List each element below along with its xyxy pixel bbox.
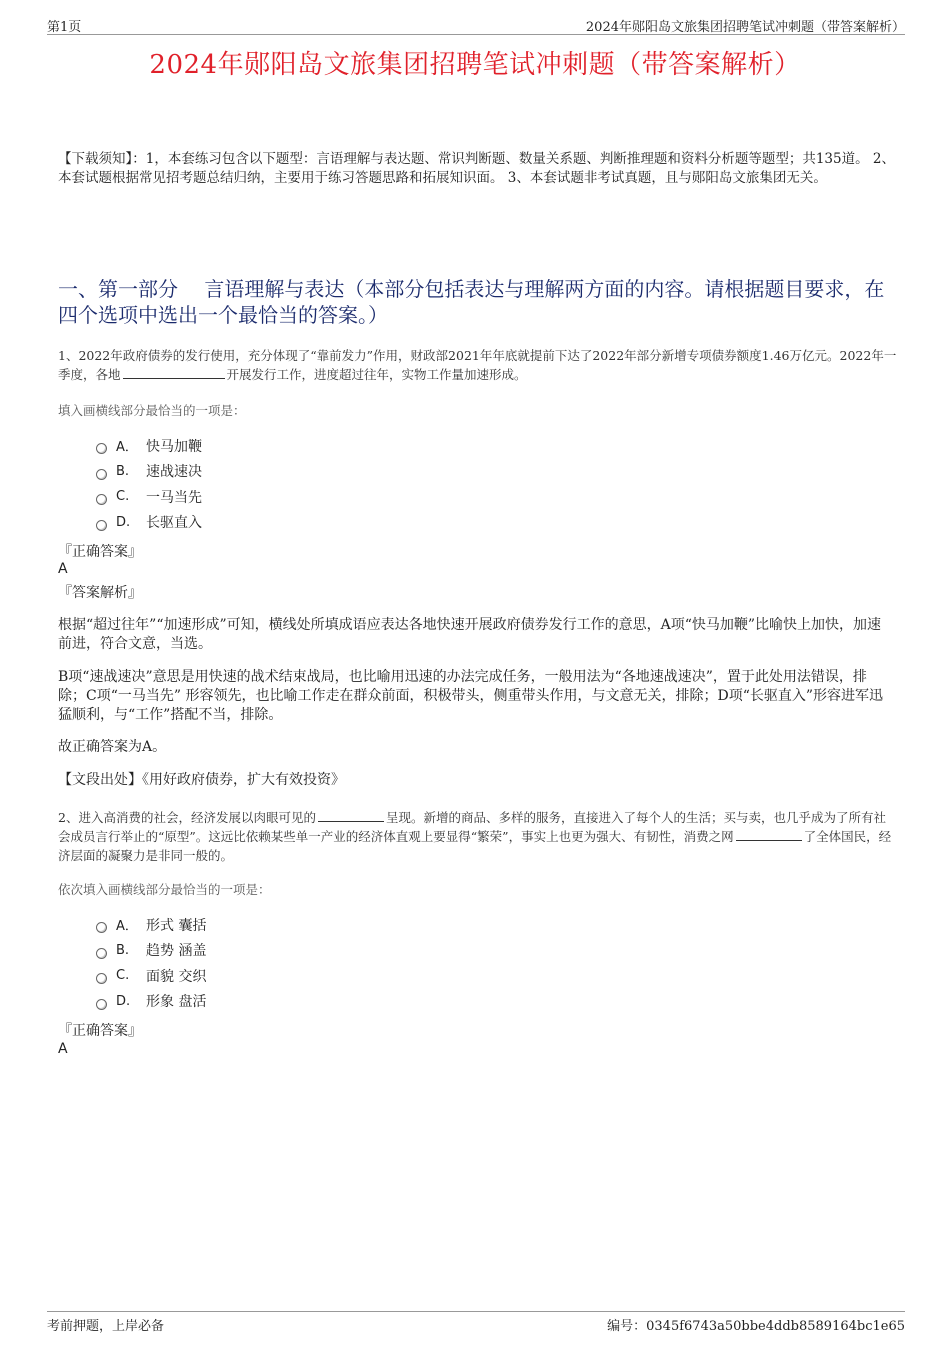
option-b[interactable]: B. 速战速决	[96, 459, 202, 485]
radio-icon[interactable]	[96, 948, 107, 959]
option-text: 速战速决	[146, 464, 202, 481]
page-footer	[47, 1311, 905, 1334]
text-source: 【文段出处】《用好政府债券，扩大有效投资》	[58, 772, 345, 788]
page-header	[47, 14, 905, 35]
option-text: 面貌 交织	[146, 968, 207, 985]
analysis-label: 『答案解析』	[58, 585, 142, 601]
question-1-text-b: 开展发行工作，进度超过往年，实物工作量加速形成。	[226, 367, 527, 382]
option-text: 长驱直入	[146, 515, 202, 532]
option-c[interactable]: C. 面貌 交织	[96, 963, 206, 989]
analysis-conclusion: 故正确答案为A。	[58, 739, 167, 755]
option-text: 快马加鞭	[146, 438, 202, 455]
question-1-text-a: 1、2022年政府债券的发行使用，充分体现了“靠前发力”作用，财政部2021年年底就提前下达了2022年部分新增专项债券额度1.46万亿元。2022年一季度，各地	[58, 348, 897, 382]
fill-blank	[736, 827, 802, 841]
analysis-paragraph-1: 根据“超过往年”“加速形成”可知，横线处所填成语应表达各地快速开展政府债券发行工作的意思，A项“快马加鞭”比喻快上加快，加速前进，符合文意，当选。	[58, 617, 882, 652]
option-a[interactable]: A． 快马加鞭	[96, 433, 202, 459]
header-doc-title: 2024年郧阳岛文旅集团招聘笔试冲刺题（带答案解析）	[585, 20, 905, 35]
page-title: 2024年郧阳岛文旅集团招聘笔试冲刺题（带答案解析）	[149, 50, 801, 80]
radio-icon[interactable]	[96, 922, 107, 933]
answer-label: 『正确答案』	[58, 544, 142, 560]
question-1-options	[96, 433, 202, 535]
download-notice: 【下载须知】：1，本套练习包含以下题型：言语理解与表达题、常识判断题、数量关系题、判断推理题和资料分析题等题型；共135道。 2、本套试题根据常见招考题总结归纳，主要用于练习答题思路和拓展知识面。 3、本套试题非考试真题，且与郧阳岛文旅集团无关。	[58, 151, 895, 186]
radio-icon[interactable]	[96, 999, 107, 1010]
question-2-text-a: 2、进入高消费的社会，经济发展以肉眼可见的	[58, 810, 316, 825]
option-c[interactable]: C. 一马当先	[96, 484, 202, 510]
question-2-text-b: 呈现。新增的商品、多样的服务，直接进入了每个人的生活；买与卖，也几乎成为了所有社会成员言行举止的“原型”。这远比依赖某些单一产业的经济体直观上要显得“繁荣”，事实上也更为强大、有韧性，消费之网	[58, 810, 886, 844]
page-number: 第1页	[47, 20, 82, 35]
question-1-prompt: 填入画横线部分最恰当的一项是：	[58, 403, 246, 418]
option-d[interactable]: D. 形象 盘活	[96, 989, 206, 1015]
document-id: 编号：0345f6743a50bbe4ddb8589164bc1e65	[607, 1319, 905, 1334]
answer-label: 『正确答案』	[58, 1023, 142, 1039]
question-2-prompt: 依次填入画横线部分最恰当的一项是：	[58, 882, 271, 897]
option-b[interactable]: B. 趋势 涵盖	[96, 938, 206, 964]
footer-slogan: 考前押题，上岸必备	[47, 1319, 165, 1334]
analysis-paragraph-2: B项“速战速决”意思是用快速的战术结束战局，也比喻用迅速的办法完成任务，一般用法为“各地速战速决”，置于此处用法错误，排除；C项“一马当先” 形容领先，也比喻工作走在群众前面，积极带头，侧重带头作用，与文意无关，排除；D项“长驱直入”形容进军迅猛顺利，与“工作”搭配不当，排除。	[58, 669, 884, 723]
question-2-text	[58, 808, 898, 865]
radio-icon[interactable]	[96, 469, 107, 480]
fill-blank	[123, 365, 225, 379]
radio-icon[interactable]	[96, 443, 107, 454]
option-d[interactable]: D. 长驱直入	[96, 510, 202, 536]
fill-blank	[318, 808, 384, 822]
option-text: 一马当先	[146, 489, 202, 506]
answer-value: A	[58, 1041, 68, 1057]
option-text: 形式 囊括	[146, 917, 207, 934]
question-2-options	[96, 912, 206, 1014]
radio-icon[interactable]	[96, 520, 107, 531]
answer-value: A	[58, 561, 68, 577]
option-a[interactable]: A． 形式 囊括	[96, 912, 206, 938]
radio-icon[interactable]	[96, 494, 107, 505]
question-2-text-c: 了全体国民，经济层面的凝聚力是非同一般的。	[58, 829, 892, 863]
radio-icon[interactable]	[96, 973, 107, 984]
option-text: 形象 盘活	[146, 994, 207, 1011]
question-1-text	[58, 346, 898, 384]
section-heading: 一、第一部分 言语理解与表达（本部分包括表达与理解两方面的内容。请根据题目要求，在四个选项中选出一个最恰当的答案。）	[58, 277, 885, 327]
option-text: 趋势 涵盖	[146, 943, 207, 960]
